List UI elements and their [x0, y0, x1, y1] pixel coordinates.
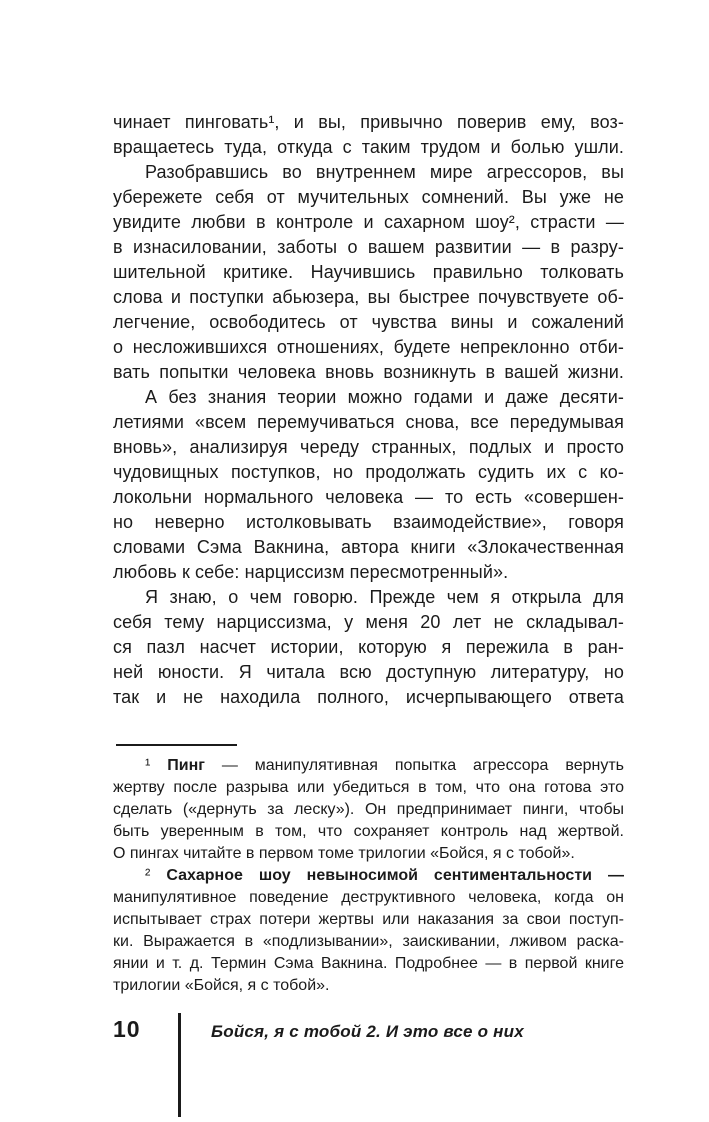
body-line	[113, 310, 624, 335]
footnote-line	[113, 777, 624, 799]
text-segment: убережете себя от мучительных сомнений. Вы уже не	[113, 187, 624, 207]
body-line	[113, 210, 624, 235]
text-segment: испытывает страх потери жертвы или наказания за свои поступ-	[113, 911, 624, 928]
text-segment: — манипулятивная попытка агрессора вернуть	[204, 757, 624, 774]
text-segment: ¹	[145, 757, 168, 774]
text-segment: О пингах читайте в первом томе трилогии «Бойся, я с тобой».	[113, 845, 575, 862]
page-number: 10	[113, 1016, 141, 1042]
text-segment: Разобравшись во внутреннем мире агрессоров, вы	[145, 162, 624, 182]
text-segment: А без знания теории можно годами и даже десяти-	[145, 387, 624, 407]
running-title: Бойся, я с тобой 2. И это все о них	[211, 1022, 524, 1041]
text-segment: словами Сэма Вакнина, автора книги «Злокачественная	[113, 537, 624, 557]
body-line	[113, 410, 624, 435]
text-segment: трилогии «Бойся, я с тобой».	[113, 977, 330, 994]
body-line	[113, 485, 624, 510]
text-segment: ся пазл насчет истории, которую я пережила в ран-	[113, 637, 624, 657]
text-segment: увидите любви в контроле и сахарном шоу², страсти —	[113, 212, 624, 232]
body-line	[113, 335, 624, 360]
text-segment: летиями «всем перемучиваться снова, все передумывая	[113, 412, 624, 432]
text-segment: чудовищных поступков, но продолжать судить их с ко-	[113, 462, 624, 482]
body-line	[113, 685, 624, 710]
text-segment: вновь», анализируя череду странных, подлых и просто	[113, 437, 624, 457]
body-line	[113, 560, 624, 585]
body-text	[113, 110, 624, 710]
body-line	[113, 235, 624, 260]
body-line	[113, 435, 624, 460]
footnote-line	[113, 975, 624, 997]
body-line	[113, 610, 624, 635]
text-segment: но неверно истолковывать взаимодействие», говоря	[113, 512, 624, 532]
text-segment: чинает пинговать¹, и вы, привычно поверив ему, воз-	[113, 112, 624, 132]
body-line	[113, 660, 624, 685]
footnote-line	[113, 843, 624, 865]
footnote-line	[113, 799, 624, 821]
text-segment: слова и поступки абьюзера, вы быстрее почувствуете об-	[113, 287, 624, 307]
footer-divider-bar	[178, 1013, 181, 1117]
body-line	[113, 110, 624, 135]
body-line	[113, 360, 624, 385]
body-line	[113, 385, 624, 410]
footnote-line	[113, 909, 624, 931]
text-segment: так и не находила полного, исчерпывающего ответа	[113, 687, 624, 707]
footnote-term: Пинг	[167, 757, 205, 774]
text-segment: локольни нормального человека — то есть «совершен-	[113, 487, 624, 507]
text-segment: любовь к себе: нарциссизм пересмотренный».	[113, 562, 509, 582]
text-segment: ней юности. Я читала всю доступную литературу, но	[113, 662, 624, 682]
text-segment: быть уверенным в том, что сохраняет контроль над жертвой.	[113, 823, 624, 840]
text-segment: шительной критике. Научившись правильно толковать	[113, 262, 624, 282]
body-line	[113, 460, 624, 485]
body-line	[113, 160, 624, 185]
body-line	[113, 185, 624, 210]
body-line	[113, 535, 624, 560]
text-segment: вращаетесь туда, откуда с таким трудом и болью ушли.	[113, 137, 624, 157]
text-segment: ки. Выражается в «подлизывании», заискивании, лживом раска-	[113, 933, 624, 950]
text-segment: ²	[145, 867, 167, 884]
text-segment: в изнасиловании, заботы о вашем развитии — в разру-	[113, 237, 624, 257]
text-segment: сделать («дернуть за леску»). Он предпринимает пинги, чтобы	[113, 801, 624, 818]
footnote-separator-rule	[116, 744, 237, 746]
footnote-line	[113, 887, 624, 909]
footnotes	[113, 755, 624, 997]
footnote-line	[113, 755, 624, 777]
body-line	[113, 285, 624, 310]
body-line	[113, 260, 624, 285]
footnote-line	[113, 821, 624, 843]
footnote-line	[113, 865, 624, 887]
text-segment: жертву после разрыва или убедиться в том, что она готова это	[113, 779, 624, 796]
footnote-line	[113, 931, 624, 953]
body-line	[113, 585, 624, 610]
text-segment: манипулятивное поведение деструктивного человека, когда он	[113, 889, 624, 906]
footnote-term: Сахарное шоу невыносимой сентиментальности —	[166, 867, 624, 884]
body-line	[113, 510, 624, 535]
text-segment: о несложившихся отношениях, будете непреклонно отби-	[113, 337, 624, 357]
text-segment: Я знаю, о чем говорю. Прежде чем я открыла для	[145, 587, 624, 607]
text-segment: легчение, освободитесь от чувства вины и сожалений	[113, 312, 624, 332]
text-segment: себя тему нарциссизма, у меня 20 лет не складывал-	[113, 612, 624, 632]
body-line	[113, 135, 624, 160]
footnote-line	[113, 953, 624, 975]
body-line	[113, 635, 624, 660]
text-segment: янии и т. д. Термин Сэма Вакнина. Подробнее — в первой книге	[113, 955, 624, 972]
text-segment: вать попытки человека вновь возникнуть в вашей жизни.	[113, 362, 624, 382]
